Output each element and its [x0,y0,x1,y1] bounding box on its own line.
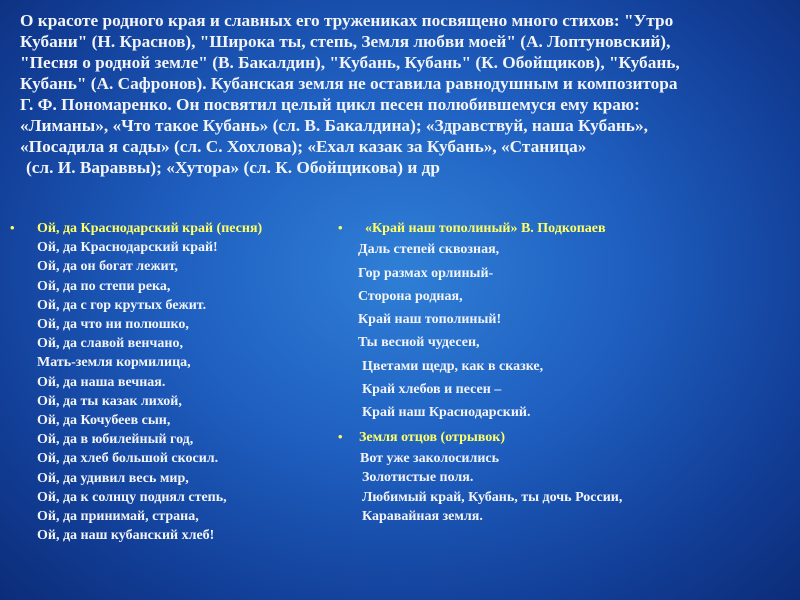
poem-line: Ой, да славой венчано, [37,336,183,352]
poem-line: Ой, да Краснодарский край! [37,240,218,256]
bullet-icon: • [338,220,343,235]
poem-line: Ой, да к солнцу поднял степь, [37,489,227,505]
poem-line: Ой, да наш кубанский хлеб! [37,528,215,544]
poem-line: Ой, да хлеб большой скосил. [37,451,219,467]
poem-title [338,427,778,447]
poem-line: Даль степей сквозная, [358,242,500,258]
poem-column-right [338,218,778,526]
poem-title-text: Ой, да Краснодарский край (песня) [37,221,263,236]
poem-line: Ты весной чудесен, [358,335,480,351]
intro-line: (сл. И. Вараввы); «Хутора» (сл. К. Обойщикова) и др [26,158,441,177]
bullet-icon: • [338,428,343,444]
intro-line: Г. Ф. Пономаренко. Он посвятил целый цикл песен полюбившемуся ему краю: [20,95,640,114]
bullet-icon: • [10,220,15,235]
intro-line: «Лиманы», «Что такое Кубань» (сл. В. Бакалдина); «Здравствуй, наша Кубань», [20,116,648,135]
poem-title-text: Земля отцов (отрывок) [359,429,505,445]
poem-line: Цветами щедр, как в сказке, [362,358,544,374]
poem-line: Ой, да принимай, страна, [37,509,199,525]
poem-line: Ой, да наша вечная. [37,374,166,390]
poem-line: Ой, да он богат лежит, [37,259,178,275]
poem-line: Вот уже заколосились [360,450,500,466]
poem-line: Ой, да ты казак лихой, [37,393,182,409]
poem-line: Край наш Краснодарский. [362,405,531,421]
poem-title [338,218,778,238]
poem-line: Мать-земля кормилица, [37,355,191,371]
poem-line: Каравайная земля. [362,509,483,524]
poem-line: Гор размах орлиный- [358,265,494,281]
poem-title [10,218,340,238]
intro-line: Кубань" (А. Сафронов). Кубанская земля не оставила равнодушным и композитора [20,74,678,93]
intro-line: О красоте родного края и славных его тружениках посвящено много стихов: "Утро [20,11,674,30]
poem-line: Край хлебов и песен – [362,381,502,397]
poem-line: Ой, да по степи река, [37,278,171,294]
poem-line: Край наш тополиный! [358,312,502,328]
poem-line: Любимый край, Кубань, ты дочь России, [362,489,623,505]
poem-lines [338,449,778,527]
poem-line: Золотистые поля. [362,470,474,486]
poem-line: Сторона родная, [358,288,463,304]
poem-line: Ой, да Кочубеев сын, [37,413,171,429]
intro-line: «Посадила я сады» (сл. С. Хохлова); «Ехал казак за Кубань», «Станица» [20,137,587,156]
poem-line: Ой, да в юбилейный год, [37,432,194,448]
intro-line: "Песня о родной земле" (В. Бакалдин), "Кубань, Кубань" (К. Обойщиков), "Кубань, [20,53,680,72]
poem-line: Ой, да что ни полюшко, [37,317,189,333]
poem-title-text: «Край наш тополиный» В. Подкопаев [365,221,606,236]
intro-line: Кубани" (Н. Краснов), "Широка ты, степь, Земля любви моей" (А. Лоптуновский), [20,32,671,51]
poem-line: Ой, да с гор крутых бежит. [37,297,207,313]
intro-paragraph [20,10,785,178]
poem-krasnodar-kray [10,218,340,545]
poem-line: Ой, да удивил весь мир, [37,470,189,486]
poem-lines [338,238,778,424]
poem-lines [10,238,340,545]
